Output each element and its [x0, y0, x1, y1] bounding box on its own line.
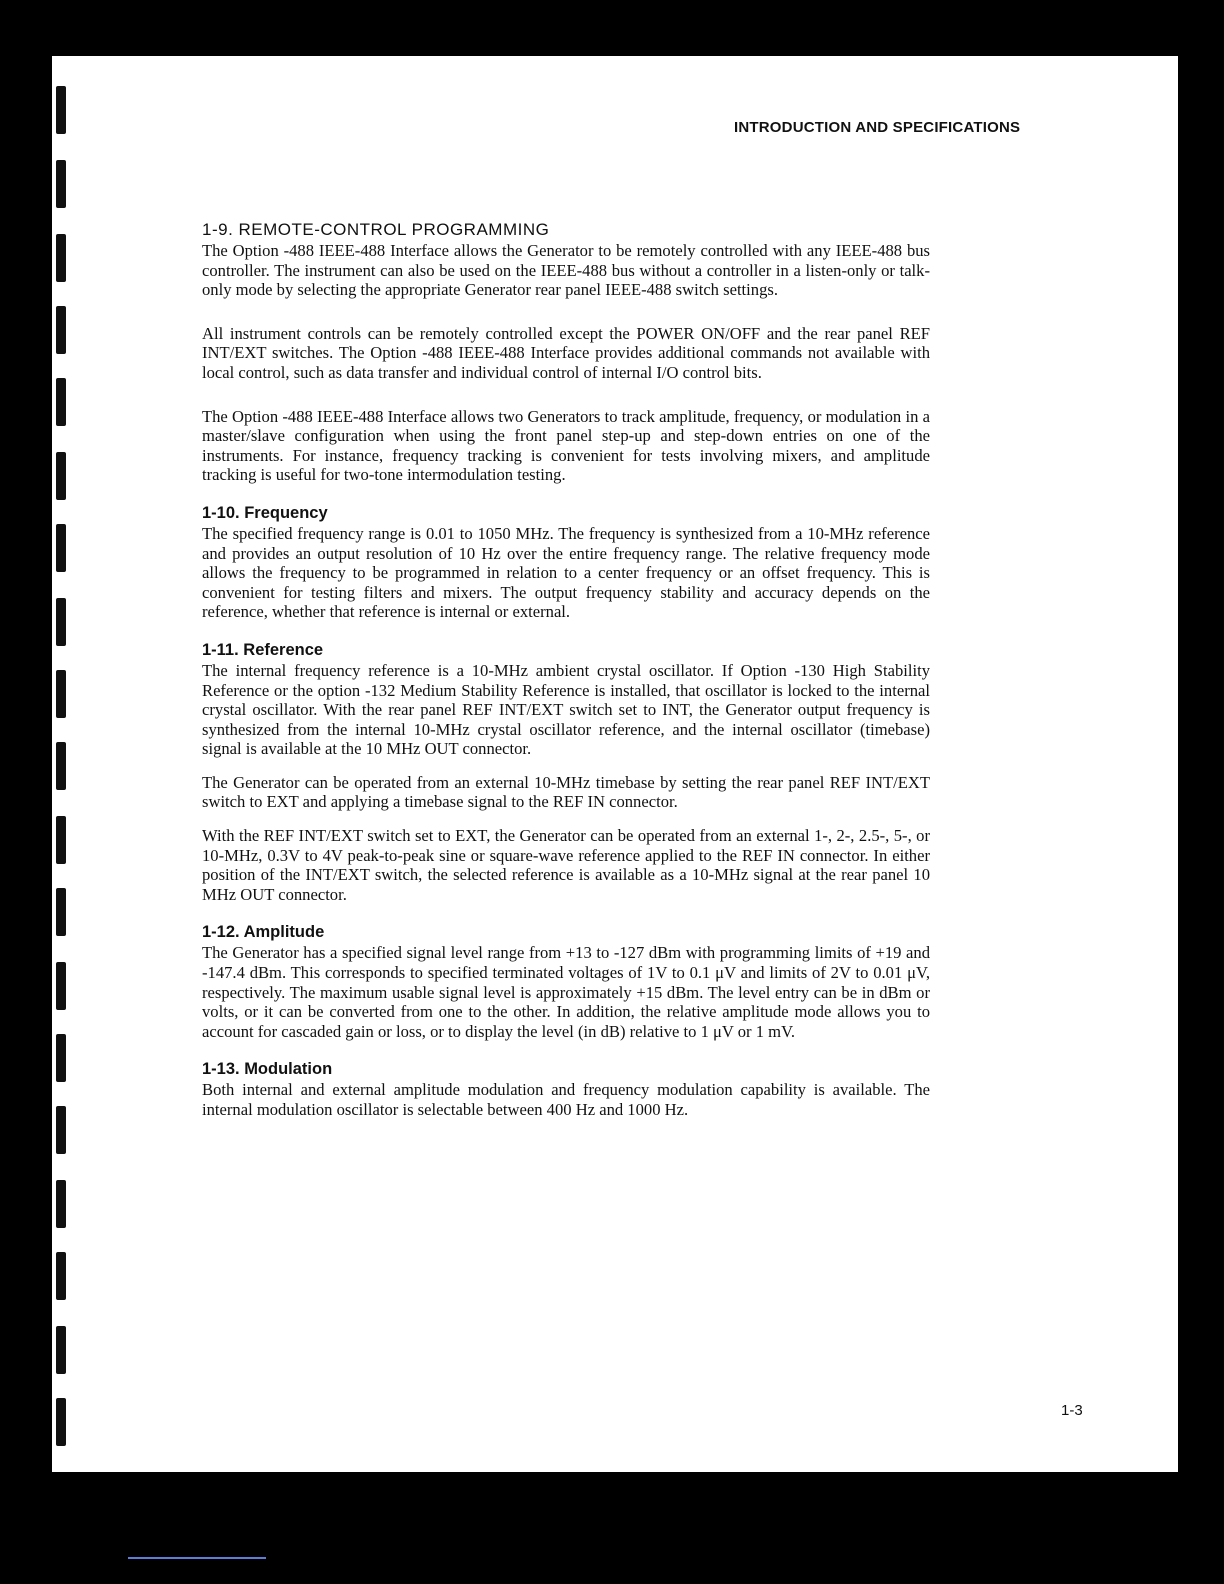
- binder-mark: [56, 1326, 66, 1374]
- paragraph: The Option -488 IEEE-488 Interface allows the Generator to be remotely controlled with any IEEE-488 bus controller. The instrument can also be used on the IEEE-488 bus without a controller in a listen-only or talk-only mode by selecting the appropriate Generator rear panel IEEE-488 switch settings.: [202, 241, 930, 300]
- binder-mark: [56, 234, 66, 282]
- paragraph: All instrument controls can be remotely controlled except the POWER ON/OFF and the rear panel REF INT/EXT switches. The Option -488 IEEE-488 Interface provides additional commands not available with local control, such as data transfer and individual control of internal I/O control bits.: [202, 323, 930, 382]
- section-title: 1-9. REMOTE-CONTROL PROGRAMMING: [202, 220, 550, 239]
- paragraph: Both internal and external amplitude modulation and frequency modulation capability is available. The internal modulation oscillator is selectable between 400 Hz and 1000 Hz.: [202, 1080, 930, 1119]
- section-reference: [202, 640, 930, 905]
- paragraph: The specified frequency range is 0.01 to 1050 MHz. The frequency is synthesized from a 10-MHz reference and provides an output resolution of 10 Hz over the entire frequency range. The relative frequency mode allows the frequency to be programmed in relation to a center frequency or an offset frequency. This is convenient for testing filters and mixers. The output frequency stability and accuracy depends on the reference, whether that reference is internal or external.: [202, 523, 930, 622]
- paragraph: The Option -488 IEEE-488 Interface allows two Generators to track amplitude, frequency, or modulation in a master/slave configuration when using the front panel step-up and step-down entries on one of the instruments. For instance, frequency tracking is convenient for tests involving mixers, and amplitude tracking is useful for two-tone intermodulation testing.: [202, 406, 930, 485]
- link-underline: [128, 1557, 266, 1559]
- binder-mark: [56, 598, 66, 646]
- binder-mark: [56, 962, 66, 1010]
- page-number: 1-3: [1061, 1402, 1083, 1419]
- binder-mark: [56, 452, 66, 500]
- binder-mark: [56, 1252, 66, 1300]
- binder-mark: [56, 160, 66, 208]
- binder-mark: [56, 378, 66, 426]
- binder-mark: [56, 524, 66, 572]
- section-remote-control: [202, 220, 930, 485]
- binder-mark: [56, 888, 66, 936]
- section-title: 1-12. Amplitude: [202, 923, 325, 942]
- section-title: 1-11. Reference: [202, 640, 324, 659]
- paragraph: The Generator has a specified signal level range from +13 to -127 dBm with programming limits of +19 and -147.4 dBm. This corresponds to specified terminated voltages of 1V to 0.1 μV and limits of 2V to 0.01 μV, respectively. The maximum usable signal level is approximately +15 dBm. The level entry can be in dBm or volts, or it can be converted from one to the other. In addition, the relative amplitude mode allows you to account for cascaded gain or loss, or to display the level (in dB) relative to 1 μV or 1 mV.: [202, 943, 930, 1041]
- section-title: 1-10. Frequency: [202, 503, 328, 522]
- paragraph: The internal frequency reference is a 10-MHz ambient crystal oscillator. If Option -130 High Stability Reference or the option -132 Medium Stability Reference is installed, that oscillator is locked to the internal crystal oscillator. With the rear panel REF INT/EXT switch set to INT, the Generator output frequency is synthesized from the internal 10-MHz crystal oscillator reference, and the internal oscillator (timebase) signal is available at the 10 MHz OUT connector.: [202, 660, 930, 759]
- binder-mark: [56, 306, 66, 354]
- document-body: [202, 220, 930, 1120]
- section-amplitude: [202, 922, 930, 1041]
- binder-mark: [56, 1398, 66, 1446]
- section-modulation: [202, 1059, 930, 1119]
- paragraph: With the REF INT/EXT switch set to EXT, the Generator can be operated from an external 1-, 2-, 2.5-, 5-, or 10-MHz, 0.3V to 4V peak-to-peak sine or square-wave reference applied to the REF IN connector. In either position of the INT/EXT switch, the selected reference is available as a 10-MHz signal at the rear panel 10 MHz OUT connector.: [202, 826, 930, 904]
- binder-mark: [56, 1034, 66, 1082]
- binder-mark: [56, 670, 66, 718]
- binder-mark: [56, 86, 66, 134]
- binder-mark: [56, 1106, 66, 1154]
- binder-mark: [56, 1180, 66, 1228]
- section-title: 1-13. Modulation: [202, 1060, 333, 1079]
- binder-mark: [56, 816, 66, 864]
- binder-mark: [56, 742, 66, 790]
- running-head: INTRODUCTION AND SPECIFICATIONS: [734, 119, 1021, 136]
- paragraph: The Generator can be operated from an external 10-MHz timebase by setting the rear panel REF INT/EXT switch to EXT and applying a timebase signal to the REF IN connector.: [202, 772, 930, 812]
- section-frequency: [202, 503, 930, 622]
